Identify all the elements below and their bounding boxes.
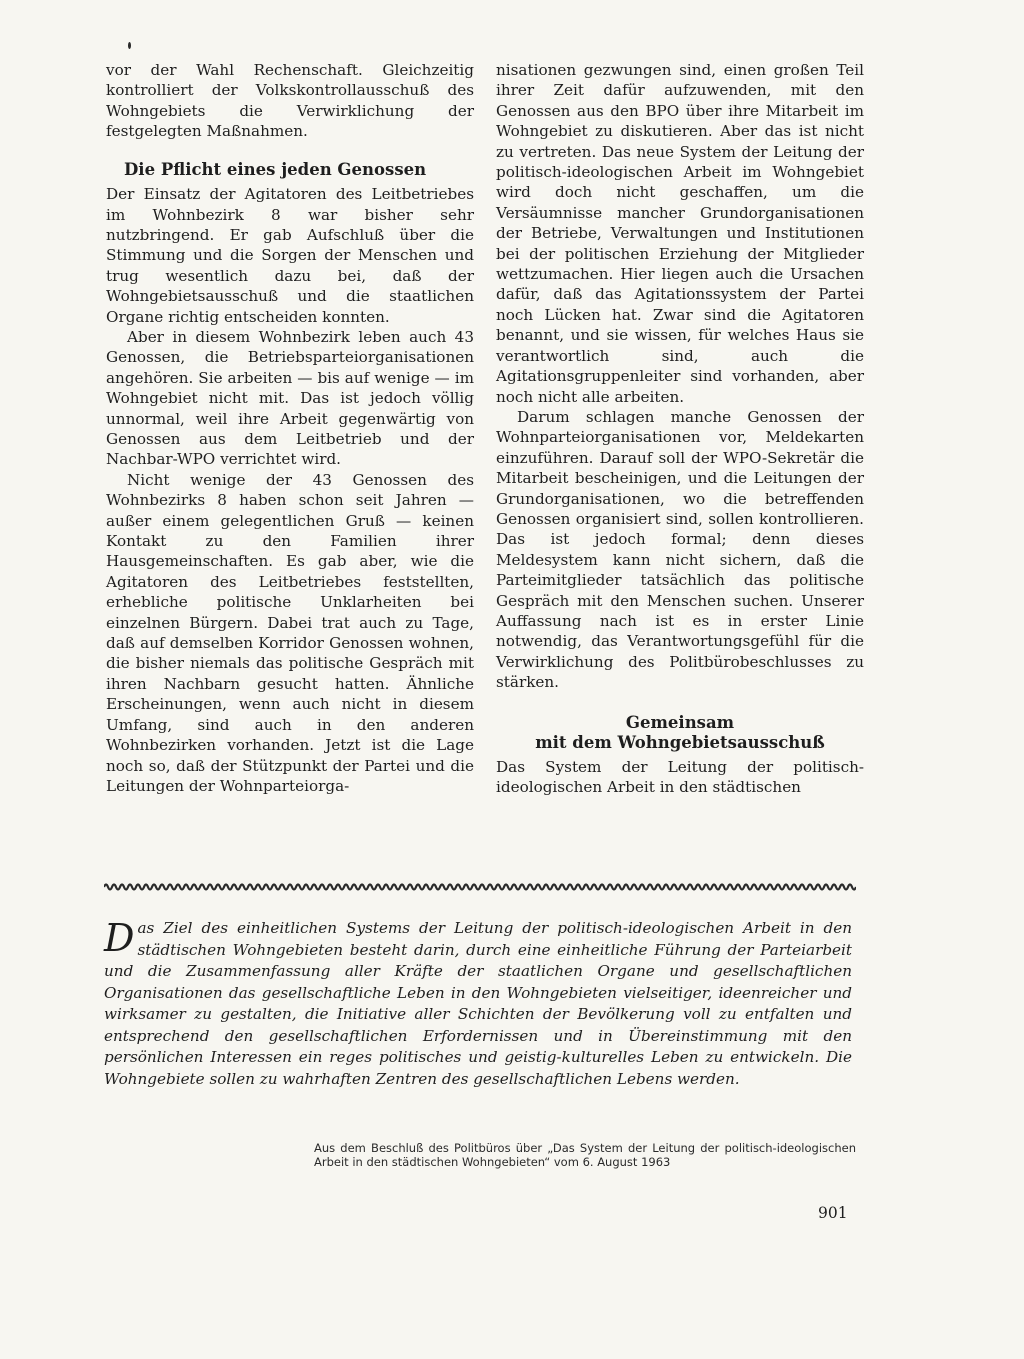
paragraph: Darum schlagen manche Genossen der Wohnparteiorganisationen vor, Meldekarten einzuführen. Darauf soll der WPO-Sekretär die Mitarbeit bescheinigen, und die Leitungen der Grundorganisationen, wo die betreffenden Genossen organisiert sind, sollen kontrollieren. Das ist jedoch formal; denn dieses Meldesystem kann nicht sichern, daß die Parteimitglieder tatsächlich das politische Gespräch mit den Menschen suchen. Unserer Auffassung nach ist es in erster Linie notwendig, das Verantwortungsgefühl für die Verwirklichung des Politbürobeschlusses zu stärken.: [496, 407, 864, 692]
paragraph: Nicht wenige der 43 Genossen des Wohnbezirks 8 haben schon seit Jahren — außer einem gelegentlichen Gruß — keinen Kontakt zu den Familien ihrer Hausgemeinschaften. Es gab aber, wie die Agitatoren des Leitbetriebes feststellten, erhebliche politische Unklarheiten bei einzelnen Bürgern. Dabei trat auch zu Tage, daß auf demselben Korridor Genossen wohnen, die bisher niemals das politische Gespräch mit ihren Nachbarn gesucht hatten. Ähnliche Erscheinungen, wenn auch nicht in diesem Umfang, sind auch in den anderen Wohnbezirken vorhanden. Jetzt ist die Lage noch so, daß der Stützpunkt der Partei und die Leitungen der Wohnparteiorga-: [106, 470, 474, 795]
paragraph: Aber in diesem Wohnbezirk leben auch 43 Genossen, die Betriebsparteiorganisationen angehören. Sie arbeiten — bis auf wenige — im Wohngebiet nicht mit. Das ist jedoch völlig unnormal, weil ihre Arbeit gegenwärtig von Genossen aus dem Leitbetrieb und der Nachbar-WPO verrichtet wird.: [106, 327, 474, 469]
paragraph: Das System der Leitung der politisch-ideologischen Arbeit in den städtischen: [496, 757, 864, 796]
paragraph: vor der Wahl Rechenschaft. Gleichzeitig kontrolliert der Volkskontrollausschuß des Wohngebiets die Verwirklichung der festgelegten Maßnahmen.: [106, 61, 474, 141]
pull-quote: [104, 918, 852, 1090]
quote-source: Aus dem Beschluß des Politbüros über „Das System der Leitung der politisch-ideologischen Arbeit in den städtischen Wohngebieten“ vom 6. August 1963: [314, 1141, 856, 1169]
left-column: [106, 60, 474, 796]
ink-mark: [128, 42, 131, 49]
drop-cap: D: [104, 916, 135, 960]
paragraph: Der Einsatz der Agitatoren des Leitbetriebes im Wohnbezirk 8 war bisher sehr nutzbringend. Er gab Aufschluß über die Stimmung und die Sorgen der Menschen und trug wesentlich dazu bei, daß der Wohngebietsausschuß und die staatlichen Organe richtig entscheiden konnten.: [106, 185, 474, 326]
right-column: [496, 60, 864, 797]
section-heading-line: mit dem Wohngebietsausschuß: [535, 733, 825, 753]
quote-text: as Ziel des einheitlichen Systems der Leitung der politisch-ideologischen Arbeit in den städtischen Wohngebieten besteht darin, durch eine einheitliche Führung der Parteiarbeit und die Zusammenfassung aller Kräfte der staatlichen Organe und gesellschaftlichen Organisationen das gesellschaftliche Leben in den Wohngebieten vielseitiger, ideenreicher und wirksamer zu gestalten, die Initiative aller Schichten der Bevölkerung voll zu entfalten und entsprechend den gesellschaftlichen Erfordernissen und in Übereinstimmung mit den persönlichen Interessen ein reges politisches und geistig-kulturelles Leben zu entwickeln. Die Wohngebiete sollen zu wahrhaften Zentren des gesellschaftlichen Lebens werden.: [104, 919, 852, 1088]
section-heading-line: Gemeinsam: [625, 712, 735, 732]
ornamental-divider: [104, 880, 856, 894]
paragraph: nisationen gezwungen sind, einen großen Teil ihrer Zeit dafür aufzuwenden, mit den Genossen aus den BPO über ihre Mitarbeit im Wohngebiet zu diskutieren. Aber das ist nicht zu vertreten. Das neue System der Leitung der politisch-ideologischen Arbeit im Wohngebiet wird doch nicht geschaffen, um die Versäumnisse mancher Grundorganisationen der Betriebe, Verwaltungen und Institutionen bei der politischen Erziehung der Mitglieder wettzumachen. Hier liegen auch die Ursachen dafür, daß das Agitationssystem der Partei noch Lücken hat. Zwar sind die Agitatoren benannt, und sie wissen, für welches Haus sie verantwortlich sind, auch die Agitationsgruppenleiter sind vorhanden, aber noch nicht alle arbeiten.: [496, 61, 864, 406]
page-number: 901: [818, 1204, 848, 1222]
section-heading: [496, 713, 864, 754]
section-heading: Die Pflicht eines jeden Genossen: [124, 159, 427, 179]
